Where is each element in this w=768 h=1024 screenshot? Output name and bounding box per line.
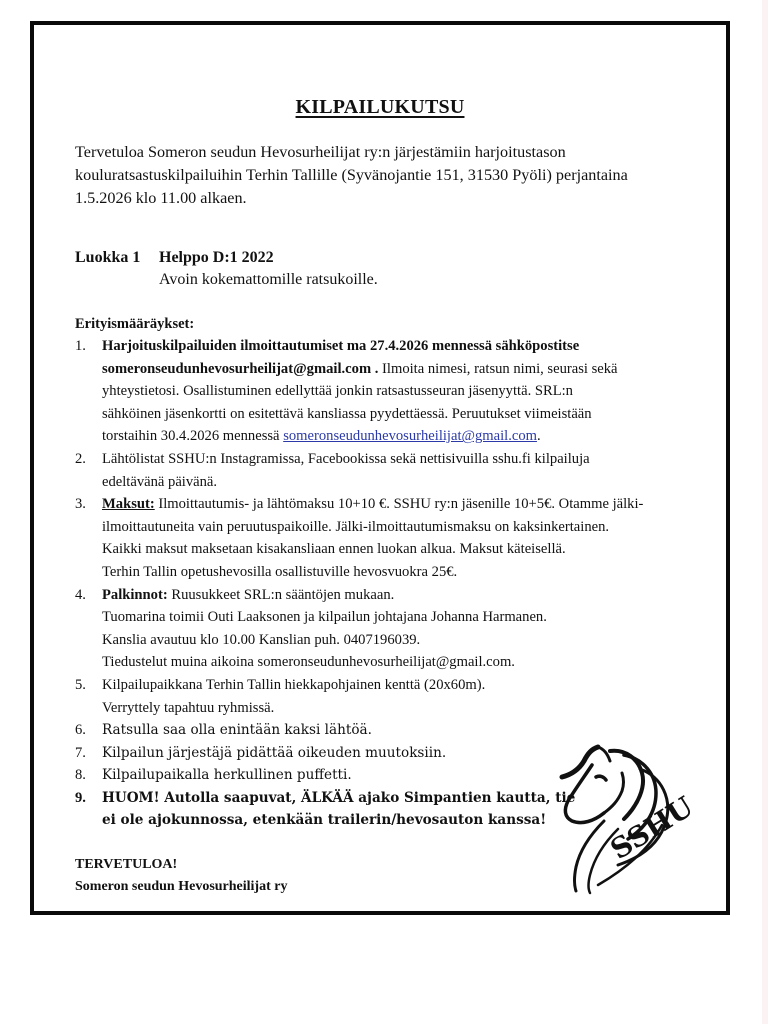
document-title: KILPAILUKUTSU [295,96,465,118]
closing-organizer: Someron seudun Hevosurheilijat ry [75,879,288,894]
intro-paragraph [75,141,725,210]
rule-number: 7. [75,744,86,761]
rule-line: Kilpailupaikkana Terhin Tallin hiekkapohjainen kenttä (20x60m). [102,676,486,693]
rule-line: Verryttely tapahtuu ryhmissä. [102,699,275,716]
rule-line: Kaikki maksut maksetaan kisakansliaan ennen luokan alkua. Maksut käteisellä. [102,541,566,558]
intro-line: 1.5.2026 klo 11.00 alkaen. [75,189,247,207]
rule-text: Ilmoittautumis- ja lähtömaksu 10+10 €. SSHU ry:n jäsenille 10+5€. Otamme jälki- [154,496,644,513]
registration-email: someronseudunhevosurheilijat@gmail.com . [102,360,379,377]
rule-item-5 [75,674,735,719]
closing-greeting: TERVETULOA! [75,857,178,872]
rule-line: sähköinen jäsenkortti on esitettävä kansliassa pyydettäessä. Peruutukset viimeistään [102,405,592,422]
rule-number: 8. [75,767,86,784]
rule-text: . [536,428,541,445]
rule-number: 6. [75,722,86,739]
page-edge [762,0,768,1024]
class-heading [75,247,378,269]
rule-number: 9. [75,789,86,806]
closing [75,854,287,898]
rule-line: edeltävänä päivänä. [102,473,218,490]
rule-line: Tiedustelut muina aikoina someronseudunhevosurheilijat@gmail.com. [102,654,515,671]
rule-number: 5. [75,676,86,693]
rule-item-3 [75,493,735,583]
document-frame [30,21,730,915]
rule-text: Ruusukkeet SRL:n sääntöjen mukaan. [167,586,395,603]
rule-line: ei ole ajokunnossa, etenkään trailerin/hevosauton kanssa! [102,812,547,829]
svg-text:SSHU: SSHU [604,789,692,867]
class-section [75,247,378,291]
rule-text: torstaihin 30.4.2026 mennessä [102,428,284,445]
rule-line: Tuomarina toimii Outi Laaksonen ja kilpailun johtajana Johanna Harmanen. [102,609,547,626]
intro-line: kouluratsastuskilpailuihin Terhin Tallille (Syvänojantie 151, 31530 Pyöli) perjantaina [75,166,628,184]
rules-heading: Erityismääräykset: [75,316,195,332]
rule-line [102,584,735,607]
rule-line: Kanslia avautuu klo 10.00 Kanslian puh. 0407196039. [102,631,421,648]
rule-line [102,425,735,448]
rule-label-prizes: Palkinnot: [102,586,168,603]
rule-label-fees: Maksut: [102,496,155,513]
horse-head-logo-icon [552,725,692,895]
rule-line [102,493,735,516]
rule-line: Kilpailupaikalla herkullinen puffetti. [102,767,352,784]
class-program: Helppo D:1 2022 [159,249,274,266]
rule-number: 3. [75,496,86,513]
rule-item-2 [75,448,735,493]
email-link[interactable]: someronseudunhevosurheilijat@gmail.com [283,428,537,445]
rule-text: Ilmoita nimesi, ratsun nimi, seurasi sekä [378,360,618,377]
intro-line: Tervetuloa Someron seudun Hevosurheilijat ry:n järjestämiin harjoitustason [75,143,566,161]
class-name: Luokka 1 [75,249,141,266]
rule-line: Terhin Tallin opetushevosilla osallistuville hevosvuokra 25€. [102,563,458,580]
rule-line: HUOM! Autolla saapuvat, ÄLKÄÄ ajako Simpantien kautta, tie [102,789,576,806]
rule-line: Lähtölistat SSHU:n Instagramissa, Facebookissa sekä nettisivuilla sshu.fi kilpailuja [102,450,590,467]
rule-item-4 [75,584,735,674]
rule-number: 1. [75,338,86,354]
class-description: Avoin kokemattomille ratsukoille. [159,271,378,288]
rule-number: 4. [75,586,86,603]
rule-line: ilmoittautuneita vain peruutuspaikoille. Jälki-ilmoittautumismaksu on kaksinkertainen. [102,518,610,535]
rule-line: Ratsulla saa olla enintään kaksi lähtöä. [102,722,372,739]
rule-line [102,358,735,381]
rule-line: Kilpailun järjestäjä pidättää oikeuden muutoksiin. [102,744,447,761]
rule-line: yhteystietosi. Osallistuminen edellyttää jonkin ratsastusseuran jäsenyyttä. SRL:n [102,383,573,400]
rule-number: 2. [75,450,86,467]
rule-line: Harjoituskilpailuiden ilmoittautumiset ma 27.4.2026 mennessä sähköpostitse [102,338,580,354]
rule-item-1 [75,335,735,448]
